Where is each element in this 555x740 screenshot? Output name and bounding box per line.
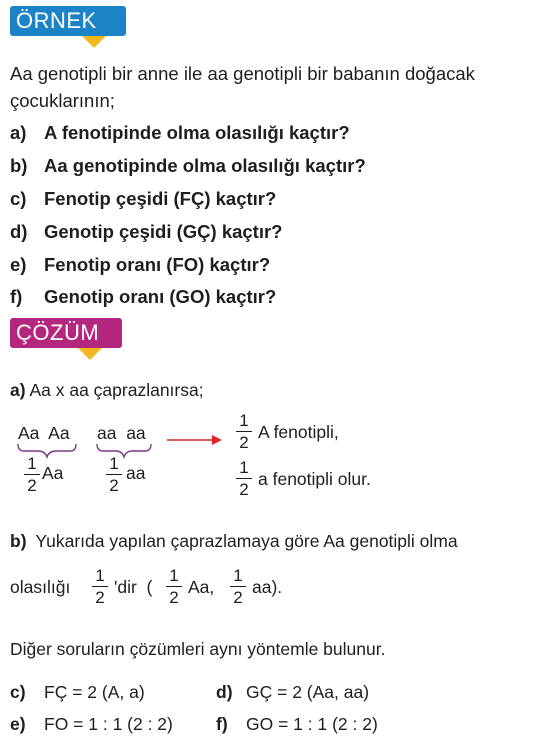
frac-bar xyxy=(106,474,122,475)
answer-e-text: FO = 1 : 1 (2 : 2) xyxy=(44,714,173,734)
right-gametes: aa aa xyxy=(97,423,146,443)
answer-f-text: GO = 1 : 1 (2 : 2) xyxy=(246,714,378,734)
b-aa1: Aa, xyxy=(188,577,215,597)
answer-f xyxy=(216,714,378,735)
b-fraction-3 xyxy=(230,567,246,607)
item-letter: c) xyxy=(10,188,27,209)
item-letter: e) xyxy=(10,254,27,275)
answer-e xyxy=(10,714,173,735)
answer-d-text: GÇ = 2 (Aa, aa) xyxy=(246,682,370,702)
frac-bar xyxy=(236,478,252,479)
right-result-label: aa xyxy=(126,463,146,483)
b-fraction-1 xyxy=(92,567,108,607)
cozum-label: ÇÖZÜM xyxy=(10,318,122,348)
frac-num: 1 xyxy=(109,454,119,473)
frac-den: 2 xyxy=(233,588,243,608)
item-text: Fenotip oranı (FO) kaçtır? xyxy=(44,254,271,275)
result2-fraction xyxy=(236,459,252,499)
frac-num: 1 xyxy=(169,566,179,585)
answer-c xyxy=(10,682,145,703)
item-text: Fenotip çeşidi (FÇ) kaçtır? xyxy=(44,188,277,209)
frac-bar xyxy=(166,586,182,587)
b-line2-mid: 'dir ( xyxy=(114,577,153,597)
answer-c-text: FÇ = 2 (A, a) xyxy=(44,682,145,702)
frac-den: 2 xyxy=(27,476,37,496)
frac-den: 2 xyxy=(109,476,119,496)
result1-fraction xyxy=(236,412,252,452)
answer-f-letter: f) xyxy=(216,714,228,734)
solution-b-letter: b) xyxy=(10,531,27,551)
item-text: Aa genotipinde olma olasılığı kaçtır? xyxy=(44,155,366,176)
frac-num: 1 xyxy=(27,454,37,473)
answer-e-letter: e) xyxy=(10,714,26,734)
solution-note: Diğer soruların çözümleri aynı yöntemle bulunur. xyxy=(10,639,386,659)
item-letter: b) xyxy=(10,155,28,176)
frac-den: 2 xyxy=(239,480,249,500)
frac-den: 2 xyxy=(169,588,179,608)
answer-d xyxy=(216,682,369,703)
b-aa2: aa). xyxy=(252,577,283,597)
ornek-label: ÖRNEK xyxy=(10,6,126,36)
item-letter: d) xyxy=(10,221,28,242)
frac-bar xyxy=(236,431,252,432)
question-line-1: Aa genotipli bir anne ile aa genotipli bir babanın doğacak xyxy=(10,63,475,84)
frac-num: 1 xyxy=(239,458,249,477)
frac-bar xyxy=(92,586,108,587)
result1-text: A fenotipli, xyxy=(258,422,339,442)
frac-bar xyxy=(24,474,40,475)
answer-c-letter: c) xyxy=(10,682,26,702)
item-letter: f) xyxy=(10,286,23,307)
answer-d-letter: d) xyxy=(216,682,233,702)
left-result-fraction xyxy=(24,455,40,495)
frac-den: 2 xyxy=(95,588,105,608)
b-line2-start: olasılığı xyxy=(10,577,71,597)
right-result-fraction xyxy=(106,455,122,495)
arrow-head-icon xyxy=(212,435,222,445)
frac-num: 1 xyxy=(95,566,105,585)
item-letter: a) xyxy=(10,122,27,143)
left-gametes: Aa Aa xyxy=(18,423,70,443)
item-text: Genotip oranı (GO) kaçtır? xyxy=(44,286,277,307)
item-text: Genotip çeşidi (GÇ) kaçtır? xyxy=(44,221,283,242)
item-text: A fenotipinde olma olasılığı kaçtır? xyxy=(44,122,350,143)
frac-num: 1 xyxy=(239,411,249,430)
solution-a-text: Aa x aa çaprazlanırsa; xyxy=(29,380,204,400)
left-result-label: Aa xyxy=(42,463,64,483)
result2-text: a fenotipli olur. xyxy=(258,469,371,489)
solution-b-line1 xyxy=(10,530,458,552)
solution-b-text: Yukarıda yapılan çaprazlamaya göre Aa genotipli olma xyxy=(35,531,458,551)
frac-den: 2 xyxy=(239,433,249,453)
frac-bar xyxy=(230,586,246,587)
frac-num: 1 xyxy=(233,566,243,585)
question-line-2: çocuklarının; xyxy=(10,90,115,111)
solution-a-letter: a) xyxy=(10,380,26,400)
b-fraction-2 xyxy=(166,567,182,607)
